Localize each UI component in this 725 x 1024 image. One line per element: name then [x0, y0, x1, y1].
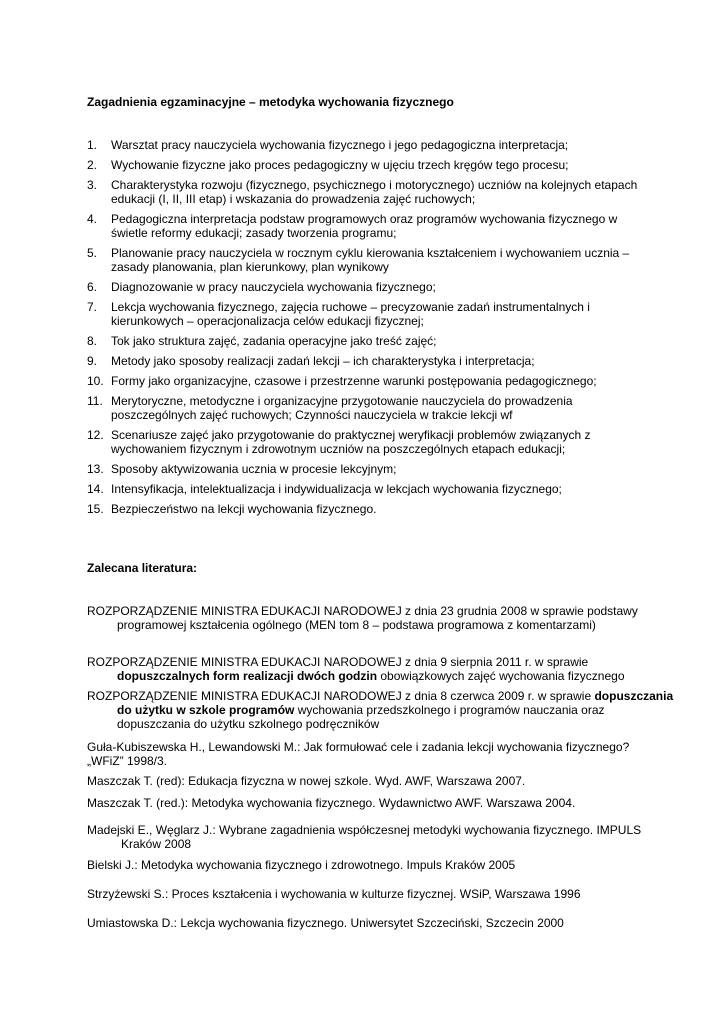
exam-questions-list — [87, 138, 647, 522]
question-number: 8. — [87, 334, 98, 348]
question-text: Bezpieczeństwo na lekcji wychowania fizycznego. — [111, 502, 377, 516]
question-number: 6. — [87, 280, 98, 294]
reference-10: Umiastowska D.: Lekcja wychowania fizycznego. Uniwersytet Szczeciński, Szczecin 2000 — [87, 916, 564, 930]
question-text: Planowanie pracy nauczyciela w rocznym cyklu kierowania kształceniem i wychowaniem ucznia – zasady planowania, plan kierunkowy, plan wynikowy — [111, 246, 630, 274]
question-number: 4. — [87, 212, 98, 226]
reference-7: Madejski E., Węglarz J.: Wybrane zagadnienia współczesnej metodyki wychowania fizycznego. IMPULS Kraków 2008 — [87, 823, 642, 851]
question-text: Metody jako sposoby realizacji zadań lekcji – ich charakterystyka i interpretacja; — [111, 354, 535, 368]
question-item — [87, 280, 647, 294]
question-number: 3. — [87, 178, 98, 192]
question-item — [87, 300, 647, 328]
question-item — [87, 428, 647, 456]
question-item — [87, 138, 647, 152]
reference-8: Bielski J.: Metodyka wychowania fizycznego i zdrowotnego. Impuls Kraków 2005 — [87, 858, 516, 872]
question-text: Lekcja wychowania fizycznego, zajęcia ruchowe – precyzowanie zadań instrumentalnych i kierunkowych – operacjonalizacja celów edukacji fizycznej; — [111, 300, 590, 328]
question-number: 12. — [87, 428, 104, 442]
reference-2-text-end: obowiązkowych zajęć wychowania fizycznego — [377, 669, 625, 683]
question-number: 7. — [87, 300, 98, 314]
reference-5: Maszczak T. (red): Edukacja fizyczna w nowej szkole. Wyd. AWF, Warszawa 2007. — [87, 774, 526, 788]
question-text: Merytoryczne, metodyczne i organizacyjne przygotowanie nauczyciela do prowadzenia poszczególnych zajęć ruchowych; Czynności nauczyciela w trakcie lekcji wf — [111, 394, 573, 422]
question-item — [87, 462, 647, 476]
question-number: 5. — [87, 246, 98, 260]
reference-3-text: ROZPORZĄDZENIE MINISTRA EDUKACJI NARODOWEJ z dnia 8 czerwca 2009 r. w sprawie — [87, 689, 595, 703]
question-item — [87, 354, 647, 368]
question-item — [87, 178, 647, 206]
reference-2-text: ROZPORZĄDZENIE MINISTRA EDUKACJI NARODOWEJ z dnia 9 sierpnia 2011 r. w sprawie — [87, 655, 589, 669]
reference-2 — [87, 655, 677, 683]
question-text: Diagnozowanie w pracy nauczyciela wychowania fizycznego; — [111, 280, 436, 294]
question-number: 2. — [87, 158, 98, 172]
reference-6: Maszczak T. (red.): Metodyka wychowania fizycznego. Wydawnictwo AWF. Warszawa 2004. — [87, 796, 576, 810]
reference-3-text-end: wychowania przedszkolnego i programów nauczania oraz dopuszczania do użytku szkolnego podręczników — [117, 703, 605, 731]
question-number: 13. — [87, 462, 104, 476]
question-text: Pedagogiczna interpretacja podstaw programowych oraz programów wychowania fizycznego w świetle reformy edukacji; zasady tworzenia programu; — [111, 212, 618, 240]
question-number: 15. — [87, 502, 104, 516]
question-text: Warsztat pracy nauczyciela wychowania fizycznego i jego pedagogiczna interpretacja; — [111, 138, 569, 152]
reference-9: Strzyżewski S.: Proces kształcenia i wychowania w kulturze fizycznej. WSiP, Warszawa 1996 — [87, 887, 581, 901]
question-text: Wychowanie fizyczne jako proces pedagogiczny w ujęciu trzech kręgów tego procesu; — [111, 158, 569, 172]
question-text: Formy jako organizacyjne, czasowe i przestrzenne warunki postępowania pedagogicznego; — [111, 374, 597, 388]
question-number: 10. — [87, 374, 104, 388]
question-item — [87, 212, 647, 240]
question-item — [87, 482, 647, 496]
question-number: 14. — [87, 482, 104, 496]
page-title: Zagadnienia egzaminacyjne – metodyka wychowania fizycznego — [87, 95, 454, 109]
question-item — [87, 334, 647, 348]
question-text: Tok jako struktura zajęć, zadania operacyjne jako treść zajęć; — [111, 334, 437, 348]
question-number: 9. — [87, 354, 98, 368]
reference-3-bold: dopuszczania do użytku w szkole programów — [117, 689, 674, 717]
question-text: Sposoby aktywizowania ucznia w procesie lekcyjnym; — [111, 462, 397, 476]
question-item — [87, 374, 647, 388]
reference-1: ROZPORZĄDZENIE MINISTRA EDUKACJI NARODOWEJ z dnia 23 grudnia 2008 w sprawie podstawy programowej kształcenia ogólnego (MEN tom 8 – podstawa programowa z komentarzami) — [87, 604, 638, 632]
question-text: Scenariusze zajęć jako przygotowanie do praktycznej weryfikacji problemów związanych z wychowaniem fizycznym i zdrowotnym uczniów na poszczególnych etapach edukacji; — [111, 428, 591, 456]
literature-heading: Zalecana literatura: — [87, 561, 198, 575]
question-number: 1. — [87, 138, 98, 152]
reference-3 — [87, 689, 677, 731]
question-item — [87, 394, 647, 422]
reference-4: Guła-Kubiszewska H., Lewandowski M.: Jak formułować cele i zadania lekcji wychowania fizycznego? „WFiZ” 1998/3. — [87, 740, 630, 768]
question-item — [87, 502, 647, 516]
question-item — [87, 246, 647, 274]
reference-2-bold: dopuszczalnych form realizacji dwóch godzin — [117, 669, 378, 683]
question-item — [87, 158, 647, 172]
question-number: 11. — [87, 394, 103, 408]
question-text: Charakterystyka rozwoju (fizycznego, psychicznego i motorycznego) uczniów na kolejnych etapach edukacji (I, II, III etap) i wskazania do prowadzenia zajęć ruchowych; — [111, 178, 638, 206]
question-text: Intensyfikacja, intelektualizacja i indywidualizacja w lekcjach wychowania fizycznego; — [111, 482, 562, 496]
